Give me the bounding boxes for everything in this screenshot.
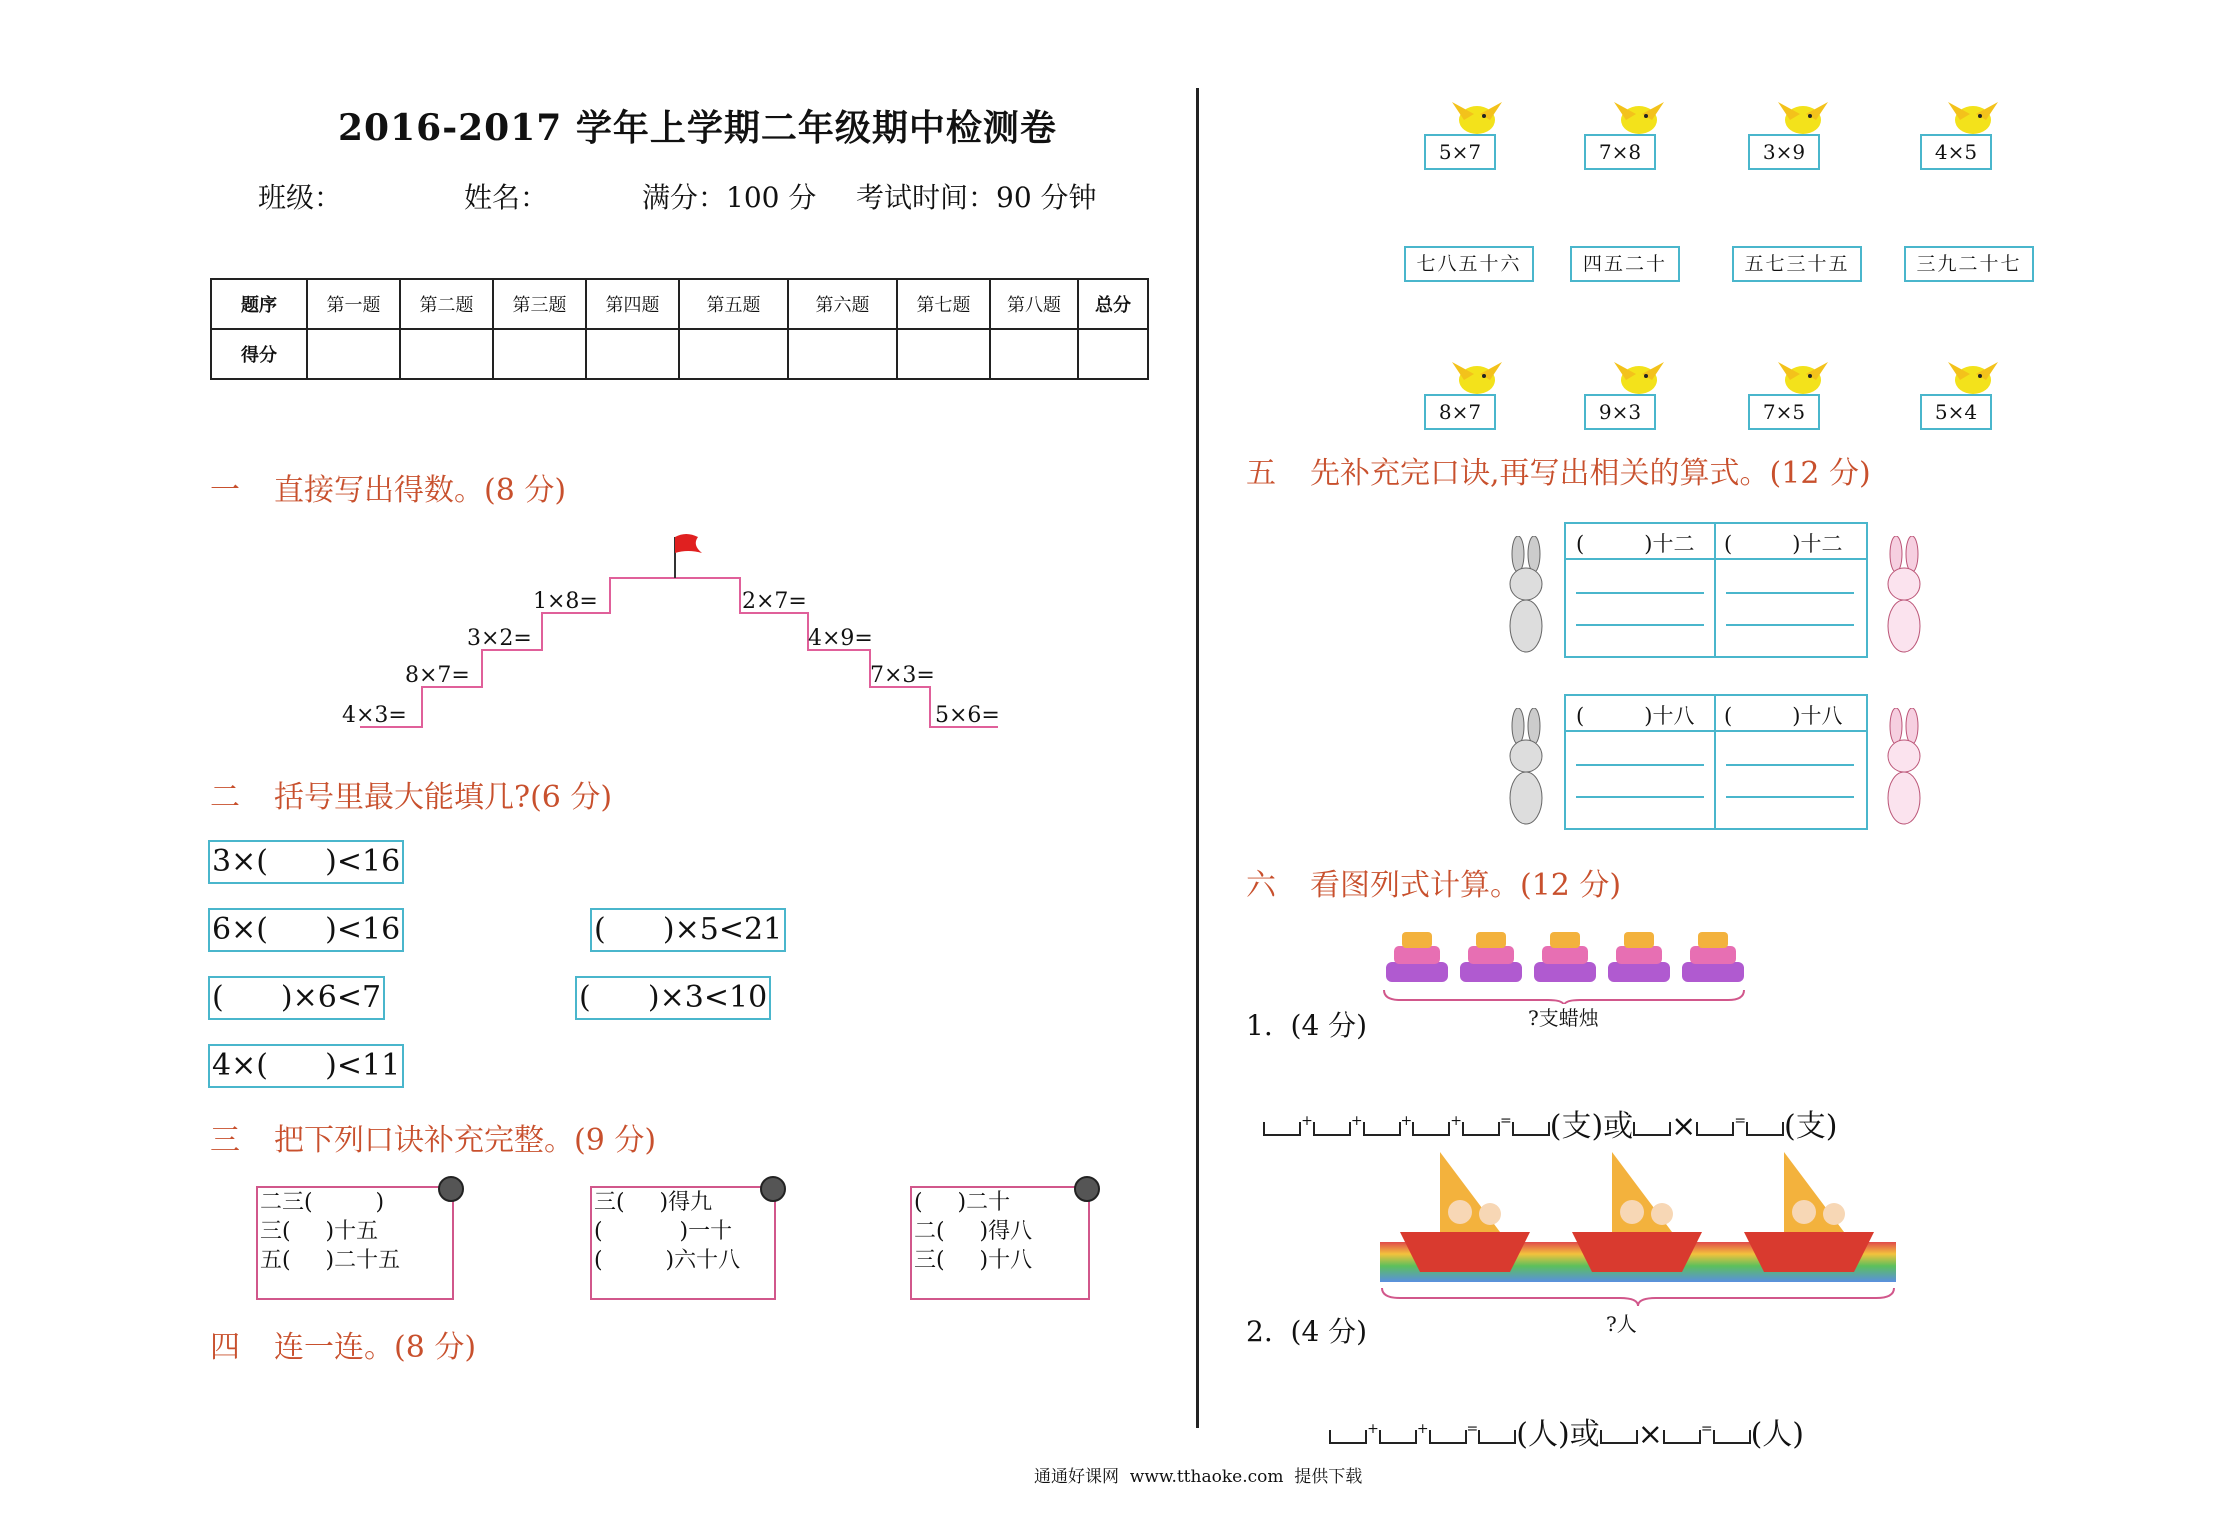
boats-illustration bbox=[1380, 1132, 1900, 1312]
score-cell[interactable] bbox=[990, 329, 1078, 379]
answer-line[interactable] bbox=[1576, 592, 1704, 594]
score-header-cell: 题序 bbox=[211, 279, 307, 329]
name-label: 姓名： bbox=[464, 181, 549, 214]
stair-item: 3×2= bbox=[467, 626, 532, 651]
staircase-diagram bbox=[330, 525, 1030, 735]
boat-icon bbox=[1380, 1152, 1552, 1282]
section-title: 括号里最大能填几?(6 分) bbox=[274, 780, 613, 815]
section-number: 三 bbox=[210, 1123, 240, 1158]
section-title: 直接写出得数。(8 分) bbox=[274, 473, 567, 508]
section-title: 先补充完口诀,再写出相关的算式。(12 分) bbox=[1310, 456, 1871, 491]
section-number: 二 bbox=[210, 780, 240, 815]
score-header-cell: 第六题 bbox=[788, 279, 897, 329]
cake-icon bbox=[1534, 932, 1596, 982]
section-title: 连一连。(8 分) bbox=[274, 1330, 477, 1365]
score-cell[interactable] bbox=[1078, 329, 1148, 379]
score-header-cell: 总分 bbox=[1078, 279, 1148, 329]
multiplication-card[interactable]: 7×8 bbox=[1584, 134, 1656, 170]
pin-icon bbox=[1074, 1176, 1100, 1202]
cake-icon bbox=[1608, 932, 1670, 982]
rabbit-icon bbox=[1496, 708, 1556, 828]
section-number: 四 bbox=[210, 1330, 240, 1365]
multiplication-card[interactable]: 8×7 bbox=[1424, 394, 1496, 430]
section-1-heading bbox=[210, 465, 566, 509]
note-line: 五( )二十五 bbox=[260, 1248, 401, 1273]
note-line: 二( )得八 bbox=[914, 1219, 1033, 1244]
multiplication-card[interactable]: 4×5 bbox=[1920, 134, 1992, 170]
section-3-heading bbox=[210, 1115, 656, 1159]
rhyme-blank[interactable]: ( )十二 bbox=[1724, 532, 1843, 556]
answer-line[interactable] bbox=[1576, 796, 1704, 798]
score-header-cell: 第七题 bbox=[897, 279, 990, 329]
rabbit-icon bbox=[1874, 708, 1934, 828]
answer-blank[interactable] bbox=[1663, 1430, 1701, 1444]
inequality-box[interactable]: 4×( )<11 bbox=[208, 1044, 404, 1088]
section-title: 把下列口诀补充完整。(9 分) bbox=[274, 1123, 657, 1158]
score-row-label: 得分 bbox=[211, 329, 307, 379]
full-score: 满分：100 分 bbox=[642, 181, 817, 214]
note-line: ( )一十 bbox=[594, 1219, 733, 1244]
flag-icon bbox=[675, 534, 702, 553]
section-4-heading bbox=[210, 1322, 476, 1366]
answer-line[interactable] bbox=[1726, 796, 1854, 798]
rhyme-note bbox=[590, 1186, 776, 1300]
score-cell[interactable] bbox=[897, 329, 990, 379]
boat-icon bbox=[1552, 1152, 1724, 1282]
rabbit-icon bbox=[1874, 536, 1934, 656]
section-5-heading bbox=[1246, 448, 1871, 492]
stair-item: 1×8= bbox=[533, 589, 598, 614]
formula-row-1: + + + + = (支)或 × = (支) bbox=[1244, 1066, 1837, 1145]
inequality-box[interactable]: 6×( )<16 bbox=[208, 908, 404, 952]
answer-blank[interactable] bbox=[1379, 1430, 1417, 1444]
inequality-box[interactable]: ( )×3<10 bbox=[575, 976, 771, 1020]
column-divider bbox=[1196, 88, 1199, 1428]
answer-line[interactable] bbox=[1576, 764, 1704, 766]
answer-blank[interactable] bbox=[1329, 1430, 1367, 1444]
verse-card[interactable]: 七八五十六 bbox=[1404, 246, 1534, 282]
score-table bbox=[210, 278, 1149, 380]
rhyme-blank[interactable]: ( )十二 bbox=[1576, 532, 1695, 556]
score-header-cell: 第八题 bbox=[990, 279, 1078, 329]
multiplication-card[interactable]: 9×3 bbox=[1584, 394, 1656, 430]
score-cell[interactable] bbox=[307, 329, 400, 379]
section-number: 五 bbox=[1246, 456, 1276, 491]
rhyme-table bbox=[1564, 522, 1868, 658]
score-cell[interactable] bbox=[788, 329, 897, 379]
footer-text: 通通好课网 www.tthaoke.com 提供下载 bbox=[1034, 1467, 1363, 1487]
stair-item: 4×9= bbox=[808, 626, 873, 651]
answer-blank[interactable] bbox=[1478, 1430, 1516, 1444]
cake-icon bbox=[1386, 932, 1448, 982]
stair-item: 7×3= bbox=[870, 663, 935, 688]
multiplication-card[interactable]: 3×9 bbox=[1748, 134, 1820, 170]
section-6-heading bbox=[1246, 860, 1621, 904]
section-number: 六 bbox=[1246, 868, 1276, 903]
note-line: 三( )十五 bbox=[260, 1219, 379, 1244]
verse-card[interactable]: 四五二十 bbox=[1570, 246, 1680, 282]
boat-icon bbox=[1724, 1152, 1896, 1282]
answer-blank[interactable] bbox=[1429, 1430, 1467, 1444]
multiplication-card[interactable]: 5×7 bbox=[1424, 134, 1496, 170]
pin-icon bbox=[438, 1176, 464, 1202]
answer-line[interactable] bbox=[1726, 764, 1854, 766]
stair-item: 4×3= bbox=[342, 703, 407, 728]
rhyme-blank[interactable]: ( )十八 bbox=[1576, 704, 1695, 728]
multiplication-card[interactable]: 7×5 bbox=[1748, 394, 1820, 430]
answer-line[interactable] bbox=[1726, 624, 1854, 626]
formula-row-2: + + = (人)或 × = (人) bbox=[1310, 1374, 1804, 1453]
score-cell[interactable] bbox=[586, 329, 679, 379]
section-2-heading bbox=[210, 772, 612, 816]
note-line: 二三( ) bbox=[260, 1190, 385, 1215]
verse-card[interactable]: 五七三十五 bbox=[1732, 246, 1862, 282]
answer-blank[interactable] bbox=[1600, 1430, 1638, 1444]
cake-icon bbox=[1460, 932, 1522, 982]
note-line: 三( )十八 bbox=[914, 1248, 1033, 1273]
score-header-cell: 第五题 bbox=[679, 279, 788, 329]
answer-blank[interactable] bbox=[1713, 1430, 1751, 1444]
stair-item: 5×6= bbox=[935, 703, 1000, 728]
question-label: 1. (4 分) bbox=[1246, 1009, 1368, 1042]
inequality-box[interactable]: 3×( )<16 bbox=[208, 840, 404, 884]
stair-item: 8×7= bbox=[405, 663, 470, 688]
page-title: 2016-2017 学年上学期二年级期中检测卷 bbox=[338, 107, 1057, 149]
note-line: 三( )得九 bbox=[594, 1190, 713, 1215]
cake-icon bbox=[1682, 932, 1744, 982]
multiplication-card[interactable]: 5×4 bbox=[1920, 394, 1992, 430]
cakes-illustration bbox=[1380, 924, 1750, 1004]
score-header-cell: 第二题 bbox=[400, 279, 493, 329]
cakes-caption: ?支蜡烛 bbox=[1528, 1006, 1599, 1030]
rhyme-note bbox=[256, 1186, 454, 1300]
score-header-cell: 第三题 bbox=[493, 279, 586, 329]
exam-time: 考试时间：90 分钟 bbox=[856, 181, 1097, 214]
score-cell[interactable] bbox=[679, 329, 788, 379]
pin-icon bbox=[760, 1176, 786, 1202]
boats-caption: ?人 bbox=[1606, 1312, 1637, 1336]
answer-line[interactable] bbox=[1726, 592, 1854, 594]
answer-blank[interactable] bbox=[1263, 1122, 1301, 1136]
verse-card[interactable]: 三九二十七 bbox=[1904, 246, 2034, 282]
score-cell[interactable] bbox=[493, 329, 586, 379]
score-header-cell: 第四题 bbox=[586, 279, 679, 329]
section-number: 一 bbox=[210, 473, 240, 508]
rabbit-icon bbox=[1496, 536, 1556, 656]
rhyme-note bbox=[910, 1186, 1090, 1300]
class-label: 班级： bbox=[258, 181, 343, 214]
stair-item: 2×7= bbox=[742, 589, 807, 614]
section-title: 看图列式计算。(12 分) bbox=[1310, 868, 1622, 903]
inequality-box[interactable]: ( )×6<7 bbox=[208, 976, 385, 1020]
score-header-cell: 第一题 bbox=[307, 279, 400, 329]
answer-line[interactable] bbox=[1576, 624, 1704, 626]
rhyme-table bbox=[1564, 694, 1868, 830]
answer-blank[interactable] bbox=[1313, 1122, 1351, 1136]
score-cell[interactable] bbox=[400, 329, 493, 379]
inequality-box[interactable]: ( )×5<21 bbox=[590, 908, 786, 952]
question-label: 2. (4 分) bbox=[1246, 1315, 1368, 1348]
note-line: ( )六十八 bbox=[594, 1248, 741, 1273]
rhyme-blank[interactable]: ( )十八 bbox=[1724, 704, 1843, 728]
note-line: ( )二十 bbox=[914, 1190, 1011, 1215]
